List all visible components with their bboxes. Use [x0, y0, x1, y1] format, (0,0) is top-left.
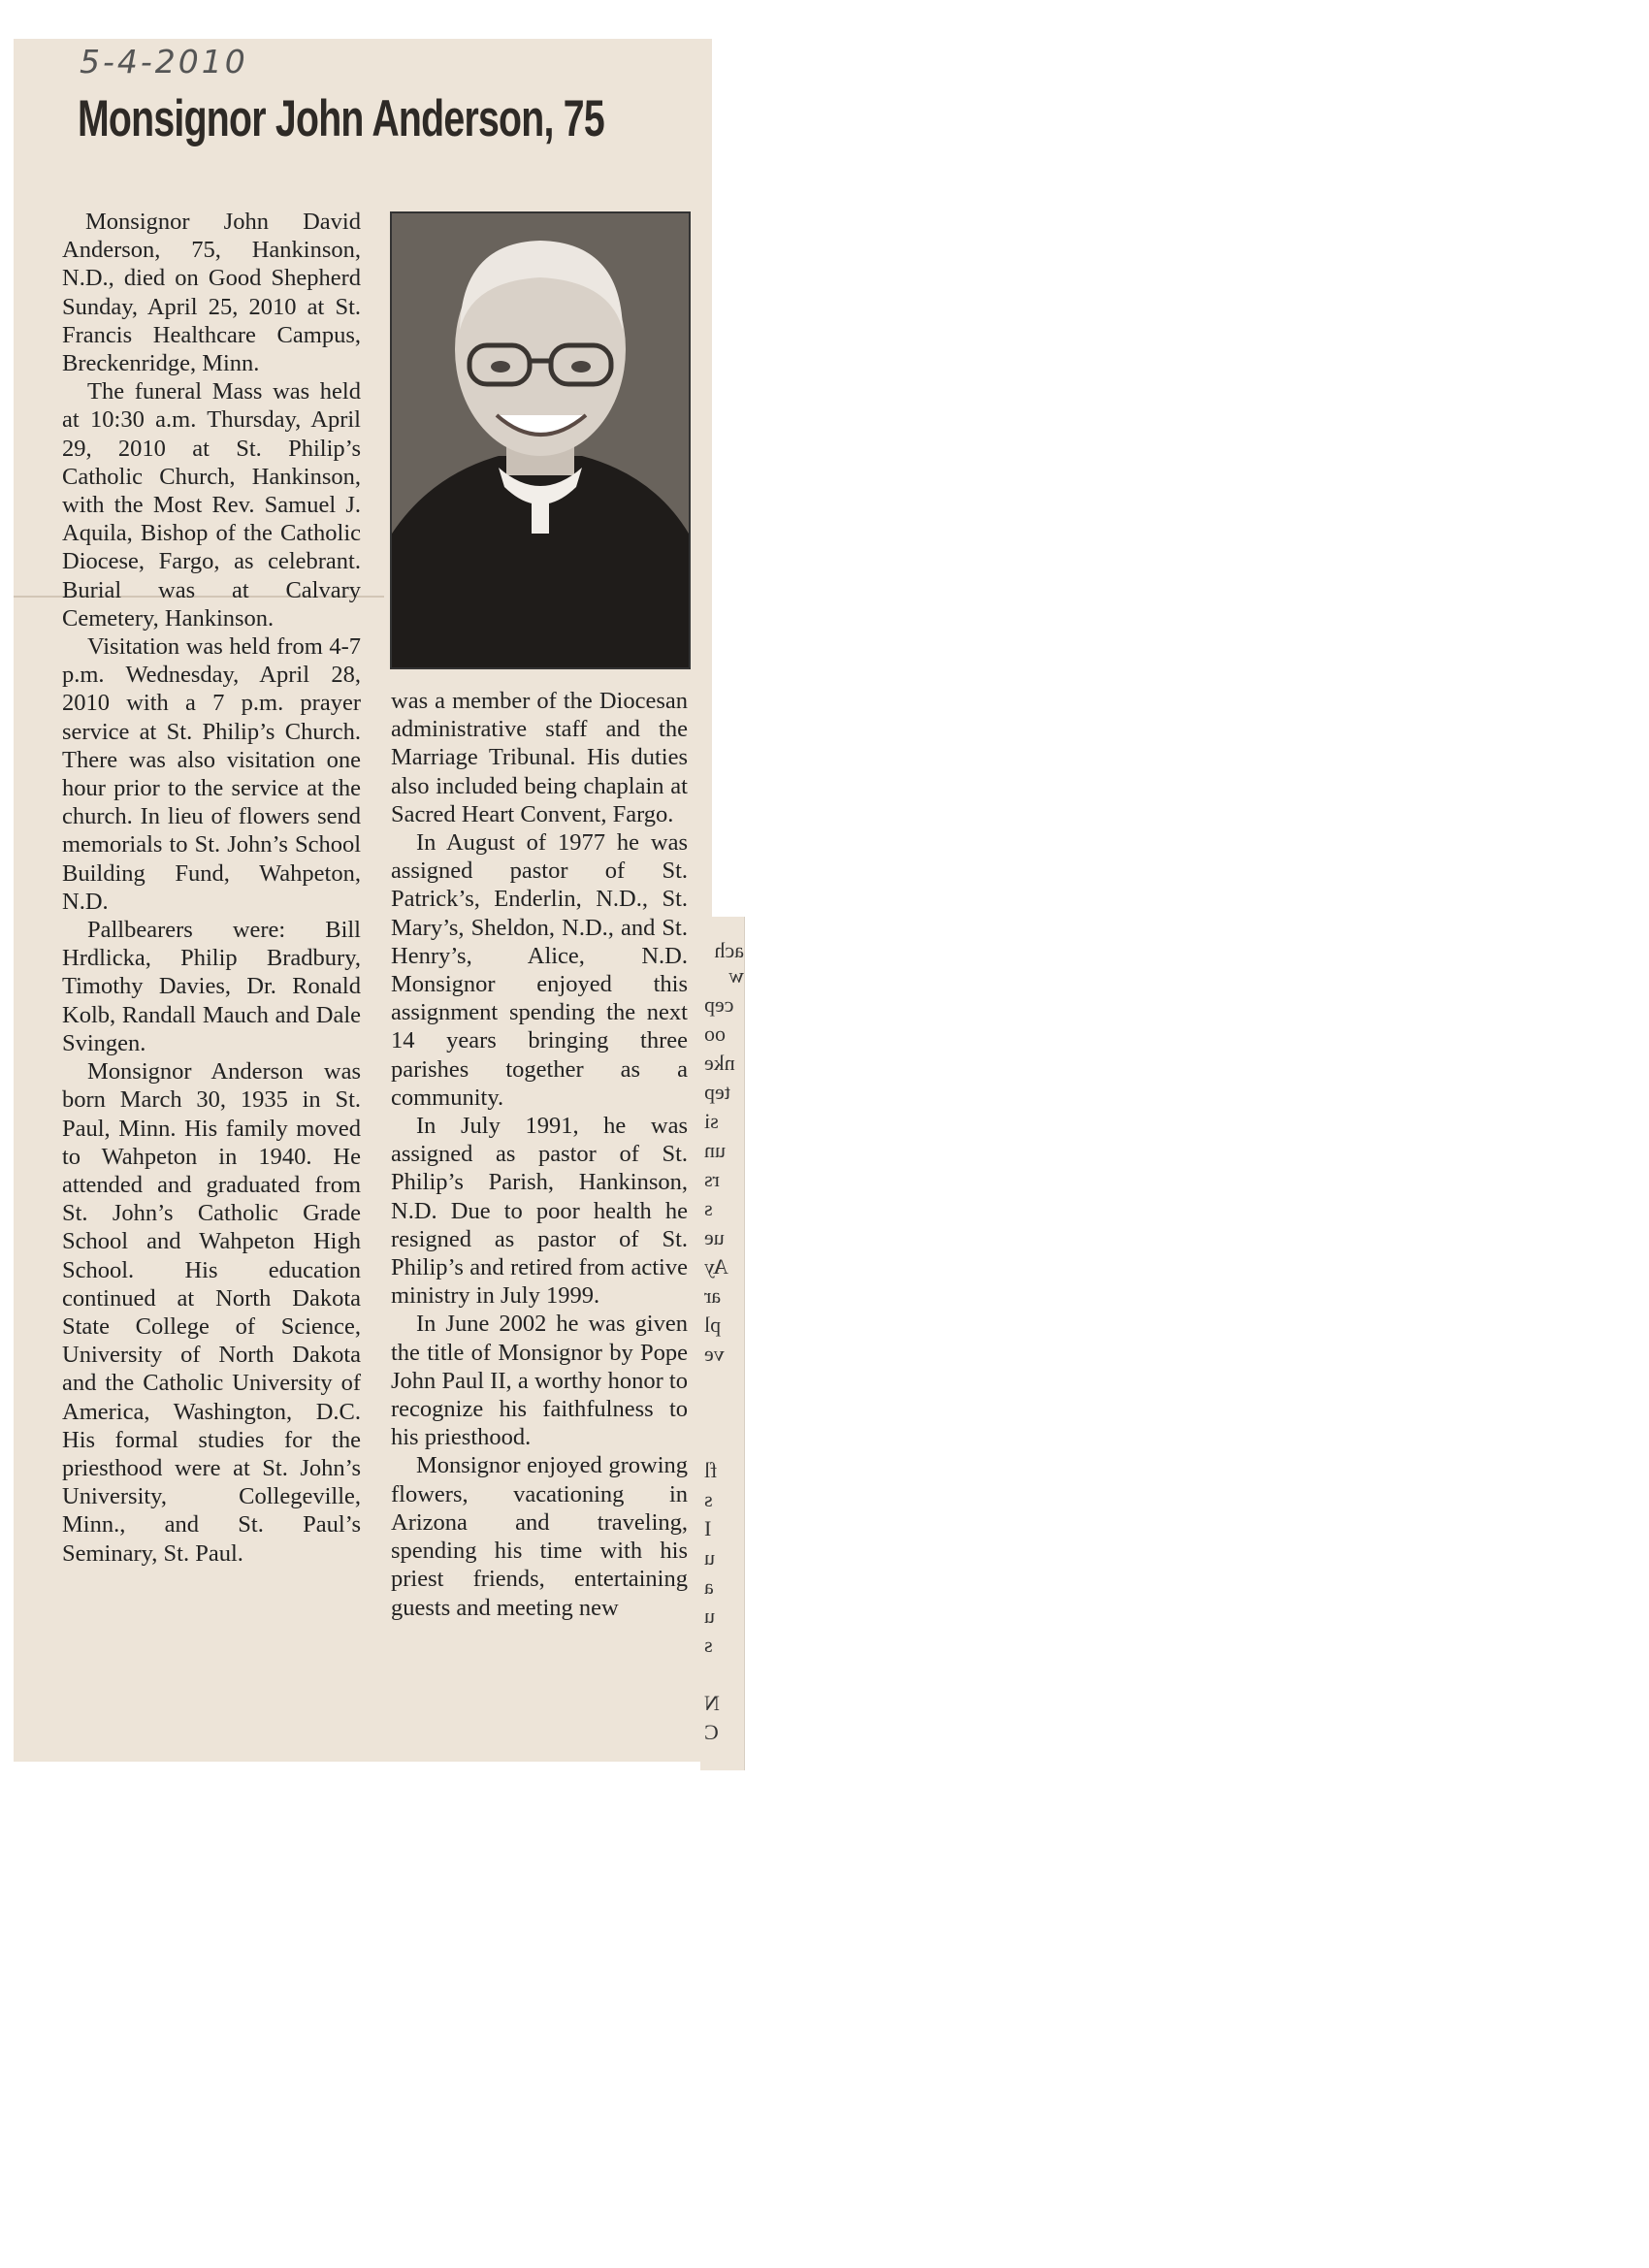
paragraph-funeral: The funeral Mass was held at 10:30 a.m. Thursday, April 29, 2010 at St. Philip’s Catholic Church, Hankinson, with the Most Rev. Samuel J. Aquila, Bishop of the Catholic Diocese, Fargo, as celebrant. Burial was at Calvary Cemetery, Hankinson. [62, 378, 361, 632]
paragraph-1991: In July 1991, he was assigned as pastor of St. Philip’s Parish, Hankinson, N.D. Due to poor health he resigned as pastor of St. Philip’s and retired from active ministry in July 1999. [391, 1113, 688, 1310]
fragment-text: I [704, 1516, 712, 1540]
adjacent-column-fragment [700, 917, 745, 1770]
paragraph-pallbearers: Pallbearers were: Bill Hrdlicka, Philip Bradbury, Timothy Davies, Dr. Ronald Kolb, Randall Mauch and Dale Svingen. [62, 917, 361, 1056]
portrait-photo-icon [392, 213, 689, 667]
fragment-text: N [704, 1691, 720, 1715]
fragment-text: u [704, 1545, 715, 1570]
fragment-text: un [704, 1138, 726, 1162]
paragraph-hobbies: Monsignor enjoyed growing flowers, vacationing in Arizona and traveling, spending his time with his priest friends, entertaining guests and meeting new [391, 1452, 688, 1621]
fragment-text: s [704, 1633, 713, 1657]
fragment-text: s [704, 1196, 713, 1220]
fragment-text: pl [704, 1312, 722, 1337]
fragment-text: ue [704, 1225, 725, 1249]
paragraph-biography: Monsignor Anderson was born March 30, 1935 in St. Paul, Minn. His family moved to Wahpeton in 1940. He attended and graduated from St. John’s Catholic Grade School and Wahpeton High School. His education continued at North Dakota State College of Science, University of North Dakota and the Catholic University of America, Washington, D.C. His formal studies for the priesthood were at St. John’s University, Collegeville, Minn., and St. Paul’s Seminary, St. Paul. [62, 1058, 361, 1567]
fragment-text: nke [704, 1051, 735, 1075]
fragment-text: fl [704, 1458, 718, 1482]
fragment-text: s [704, 1487, 713, 1511]
fragment-text: ar [704, 1283, 722, 1308]
right-column [391, 687, 688, 1622]
fragment-text: tep [704, 1080, 730, 1104]
paragraph-death: Monsignor John David Anderson, 75, Hankinson, N.D., died on Good Shepherd Sunday, April 25, 2010 at St. Francis Healthcare Campus, Breckenridge, Minn. [62, 209, 361, 377]
left-column [62, 208, 361, 1568]
fragment-text: si [704, 1109, 719, 1133]
fragment-text: C [704, 1720, 719, 1744]
paragraph-1977: In August of 1977 he was assigned pastor of St. Patrick’s, Enderlin, N.D., St. Mary’s, Sheldon, N.D., and St. Henry’s, Alice, N.D. Monsignor enjoyed this assignment spending the next 14 years bringing three parishes together as a community. [391, 829, 688, 1111]
fragment-text: ach w [714, 938, 744, 988]
fragment-text: u [704, 1604, 715, 1628]
fragment-text: cep [704, 992, 734, 1017]
fragment-text: Ay [704, 1254, 728, 1279]
paragraph-visitation: Visitation was held from 4-7 p.m. Wednesday, April 28, 2010 with a 7 p.m. prayer service at St. Philip’s Church. There was also visitation one hour prior to the service at the church. In lieu of flowers send memorials to St. John’s School Building Fund, Wahpeton, N.D. [62, 633, 361, 915]
obituary-headline: Monsignor John Anderson, 75 [78, 90, 604, 147]
portrait-photo [390, 211, 691, 669]
fragment-text: ve [704, 1342, 725, 1366]
paragraph-2002: In June 2002 he was given the title of Monsignor by Pope John Paul II, a worthy honor to recognize his faithfulness to his priesthood. [391, 1311, 688, 1451]
handwritten-date: 5-4-2010 [80, 43, 248, 81]
fragment-text: oo [704, 1021, 726, 1046]
fragment-text: rs [704, 1167, 720, 1191]
fragment-text: a [704, 1574, 714, 1599]
paragraph-diocesan: was a member of the Diocesan administrative staff and the Marriage Tribunal. His duties also included being chaplain at Sacred Heart Convent, Fargo. [391, 688, 688, 827]
